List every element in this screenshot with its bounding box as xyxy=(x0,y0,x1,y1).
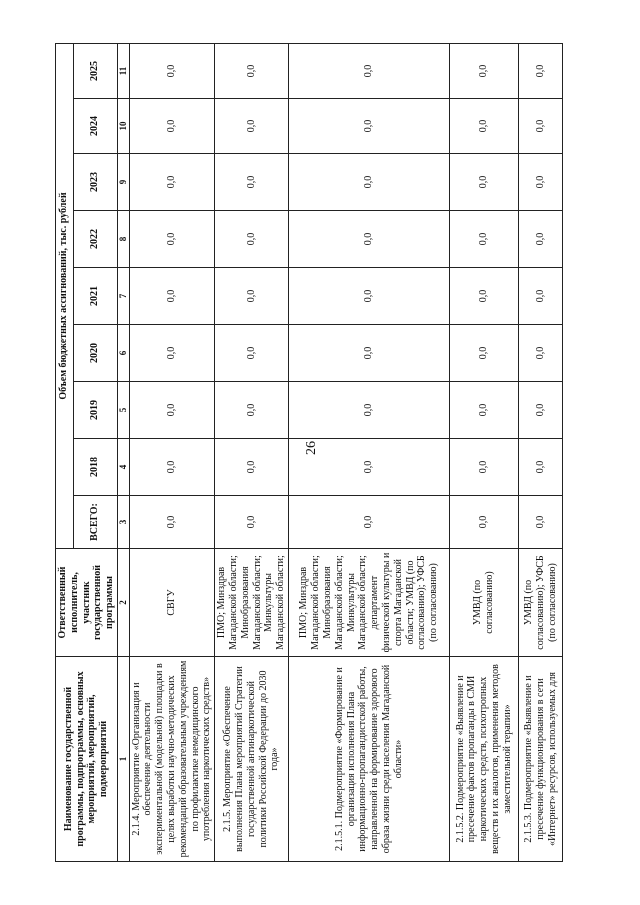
value-cell: 0,0 xyxy=(215,382,289,439)
table-row xyxy=(450,43,519,861)
value-cell: 0,0 xyxy=(450,496,519,549)
table-row xyxy=(215,43,289,861)
index-row xyxy=(117,43,129,861)
index-cell: 1 xyxy=(117,657,129,862)
row-executor: СВГУ xyxy=(129,549,215,657)
value-cell: 0,0 xyxy=(215,211,289,268)
header-year: 2020 xyxy=(73,325,117,382)
index-cell: 6 xyxy=(117,325,129,382)
row-executor: УМВД (по согласованию); УФСБ (по согласованию) xyxy=(519,549,563,657)
index-cell: 2 xyxy=(117,549,129,657)
value-cell: 0,0 xyxy=(519,325,563,382)
value-cell: 0,0 xyxy=(519,154,563,211)
row-name: 2.1.5.3. Подмероприятие «Выявление и пресечение функционирования в сети «Интернет» ресурсов, используемых для xyxy=(519,657,563,862)
value-cell: 0,0 xyxy=(215,325,289,382)
index-cell: 11 xyxy=(117,43,129,98)
value-cell: 0,0 xyxy=(519,268,563,325)
header-budget-group: Объем бюджетных ассигнований, тыс. рублей xyxy=(56,43,74,548)
value-cell: 0,0 xyxy=(215,99,289,154)
header-year: 2022 xyxy=(73,211,117,268)
header-executor: Ответственный исполнитель, участник государственной программы xyxy=(56,549,118,657)
value-cell: 0,0 xyxy=(519,439,563,496)
value-cell: 0,0 xyxy=(289,211,450,268)
row-name: 2.1.5.2. Подмероприятие «Выявление и пресечение фактов пропаганды в СМИ наркотических средств, психотропных веществ и их аналогов, применения методов заместительной терапии» xyxy=(450,657,519,862)
table-row xyxy=(519,43,563,861)
row-name: 2.1.5.1. Подмероприятие «Формирование и организация исполнения Плана информационно-пропагандистской работы, направленной на формирование здорового образа жизни среди населения Магаданской области» xyxy=(289,657,450,862)
header-year: 2023 xyxy=(73,154,117,211)
header-total: ВСЕГО: xyxy=(73,496,117,549)
value-cell: 0,0 xyxy=(450,211,519,268)
value-cell: 0,0 xyxy=(215,154,289,211)
value-cell: 0,0 xyxy=(129,382,215,439)
value-cell: 0,0 xyxy=(519,99,563,154)
row-executor: ПМО; Минздрав Магаданской области; Минобразования Магаданской области; Минкультуры Магаданской области; xyxy=(215,549,289,657)
value-cell: 0,0 xyxy=(129,268,215,325)
value-cell: 0,0 xyxy=(215,439,289,496)
value-cell: 0,0 xyxy=(519,43,563,98)
value-cell: 0,0 xyxy=(450,268,519,325)
value-cell: 0,0 xyxy=(129,43,215,98)
index-cell: 3 xyxy=(117,496,129,549)
value-cell: 0,0 xyxy=(215,43,289,98)
header-year: 2021 xyxy=(73,268,117,325)
index-cell: 9 xyxy=(117,154,129,211)
value-cell: 0,0 xyxy=(129,325,215,382)
table-row xyxy=(289,43,450,861)
header-year: 2025 xyxy=(73,43,117,98)
value-cell: 0,0 xyxy=(129,99,215,154)
index-cell: 7 xyxy=(117,268,129,325)
value-cell: 0,0 xyxy=(289,99,450,154)
page-number: 26 xyxy=(304,441,319,455)
header-year: 2024 xyxy=(73,99,117,154)
value-cell: 0,0 xyxy=(289,439,450,496)
value-cell: 0,0 xyxy=(289,154,450,211)
row-name: 2.1.5. Мероприятие «Обеспечение выполнения Плана мероприятий Стратегии государственной антинаркотической политики Российской Федерации до 2030 года» xyxy=(215,657,289,862)
table-row xyxy=(129,43,215,861)
budget-table xyxy=(55,43,563,862)
row-executor: УМВД (по согласованию) xyxy=(450,549,519,657)
value-cell: 0,0 xyxy=(289,496,450,549)
value-cell: 0,0 xyxy=(129,211,215,268)
value-cell: 0,0 xyxy=(129,154,215,211)
header-row-1 xyxy=(56,43,74,861)
value-cell: 0,0 xyxy=(450,99,519,154)
value-cell: 0,0 xyxy=(450,382,519,439)
value-cell: 0,0 xyxy=(289,43,450,98)
value-cell: 0,0 xyxy=(450,439,519,496)
row-executor: ПМО; Минздрав Магаданской области; Минобразования Магаданской области; Минкультуры Магаданской области; департамент физической культуры и спорта Магаданской области; УМВД (по согласованию); УФСБ (по согласованию) xyxy=(289,549,450,657)
value-cell: 0,0 xyxy=(215,496,289,549)
value-cell: 0,0 xyxy=(450,43,519,98)
value-cell: 0,0 xyxy=(215,268,289,325)
value-cell: 0,0 xyxy=(129,496,215,549)
header-year: 2018 xyxy=(73,439,117,496)
value-cell: 0,0 xyxy=(129,439,215,496)
value-cell: 0,0 xyxy=(519,496,563,549)
rotated-table-wrap xyxy=(55,44,575,862)
value-cell: 0,0 xyxy=(289,268,450,325)
value-cell: 0,0 xyxy=(450,154,519,211)
header-year: 2019 xyxy=(73,382,117,439)
value-cell: 0,0 xyxy=(450,325,519,382)
row-name: 2.1.4. Мероприятие «Организация и обеспечение деятельности экспериментальной (модельной) площадки в целях выработки научно-методических рекомендаций образовательным учреждениям по профилактике немедицинского употребления наркотических средств» xyxy=(129,657,215,862)
header-name: Наименование государственной программы, подпрограммы, основных мероприятий, мероприятий, подмероприятий xyxy=(56,657,118,862)
value-cell: 0,0 xyxy=(519,211,563,268)
value-cell: 0,0 xyxy=(519,382,563,439)
value-cell: 0,0 xyxy=(289,325,450,382)
index-cell: 5 xyxy=(117,382,129,439)
index-cell: 4 xyxy=(117,439,129,496)
value-cell: 0,0 xyxy=(289,382,450,439)
index-cell: 8 xyxy=(117,211,129,268)
index-cell: 10 xyxy=(117,99,129,154)
